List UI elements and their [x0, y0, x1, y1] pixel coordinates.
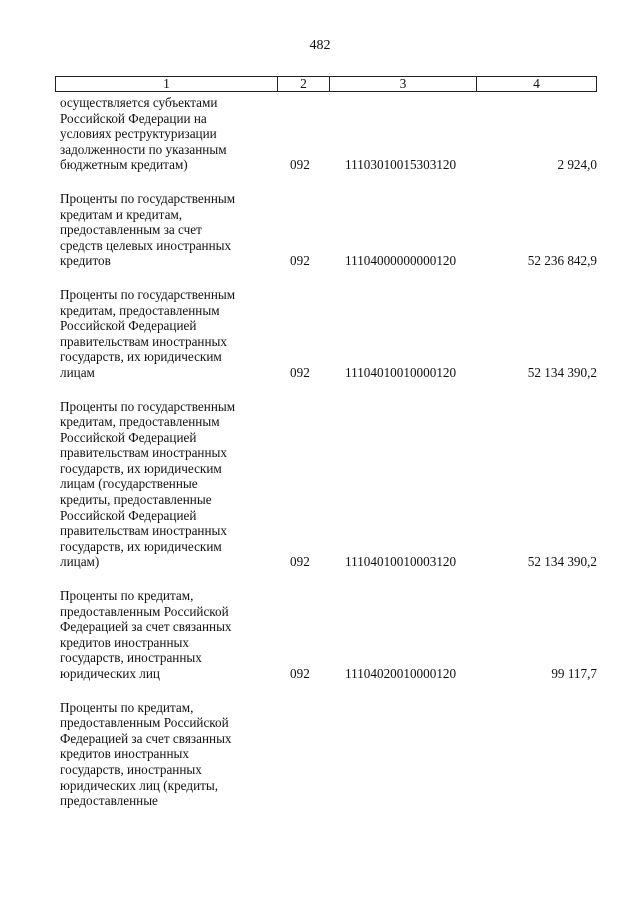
row-budget-code: 11104010010000120: [345, 364, 457, 380]
row-amount: 2 924,0: [557, 157, 597, 173]
page-number: 482: [309, 38, 331, 53]
row-amount: 52 236 842,9: [527, 253, 597, 269]
row-admin-code: 092: [290, 364, 310, 380]
row-description: Проценты по кредитам, предоставленным Российской Федерацией за счет связанных кредитов иностранных государств, иностранных юридических лиц (кредиты, предоставленные: [60, 699, 232, 809]
row-budget-code: 11103010015303120: [345, 157, 457, 173]
table-body: [0, 95, 640, 827]
table-row: [0, 287, 640, 381]
row-description: Проценты по кредитам, предоставленным Российской Федерацией за счет связанных кредитов иностранных государств, иностранных юридических лиц: [60, 588, 232, 681]
row-amount: 52 134 390,2: [527, 364, 597, 380]
row-description: Проценты по государственным кредитам, предоставленным Российской Федерацией правительствам иностранных государств, их юридическим лицам: [60, 286, 236, 380]
row-admin-code: 092: [290, 554, 310, 570]
header-col-4: 4: [533, 76, 540, 91]
table-row: [0, 95, 640, 173]
row-budget-code: 11104000000000120: [345, 253, 457, 269]
row-admin-code: 092: [290, 666, 310, 681]
row-amount: 99 117,7: [551, 666, 597, 681]
row-budget-code: 11104010010003120: [345, 554, 457, 570]
table-row: [0, 399, 640, 571]
header-col-1: 1: [56, 77, 278, 91]
row-description: осуществляется субъектами Российской Федерации на условиях реструктуризации задолженности по указанным бюджетным кредитам): [60, 95, 227, 173]
row-amount: 52 134 390,2: [527, 554, 597, 570]
row-description: Проценты по государственным кредитам и кредитам, предоставленным за счет средств целевых иностранных кредитов: [60, 190, 236, 269]
table-header: [55, 76, 597, 92]
table-row: [0, 700, 640, 809]
row-admin-code: 092: [290, 157, 310, 173]
row-admin-code: 092: [290, 253, 310, 269]
row-budget-code: 11104020010000120: [345, 666, 457, 681]
row-description: Проценты по государственным кредитам, предоставленным Российской Федерацией правительствам иностранных государств, их юридическим лицам (государственные кредиты, предоставленные Российской Федерацией правительствам иностранных государств, их юридическим лицам): [60, 398, 236, 570]
table-row: [0, 588, 640, 682]
header-col-2: 2: [278, 77, 330, 91]
header-col-3: 3: [330, 77, 477, 91]
table-row: [0, 191, 640, 269]
